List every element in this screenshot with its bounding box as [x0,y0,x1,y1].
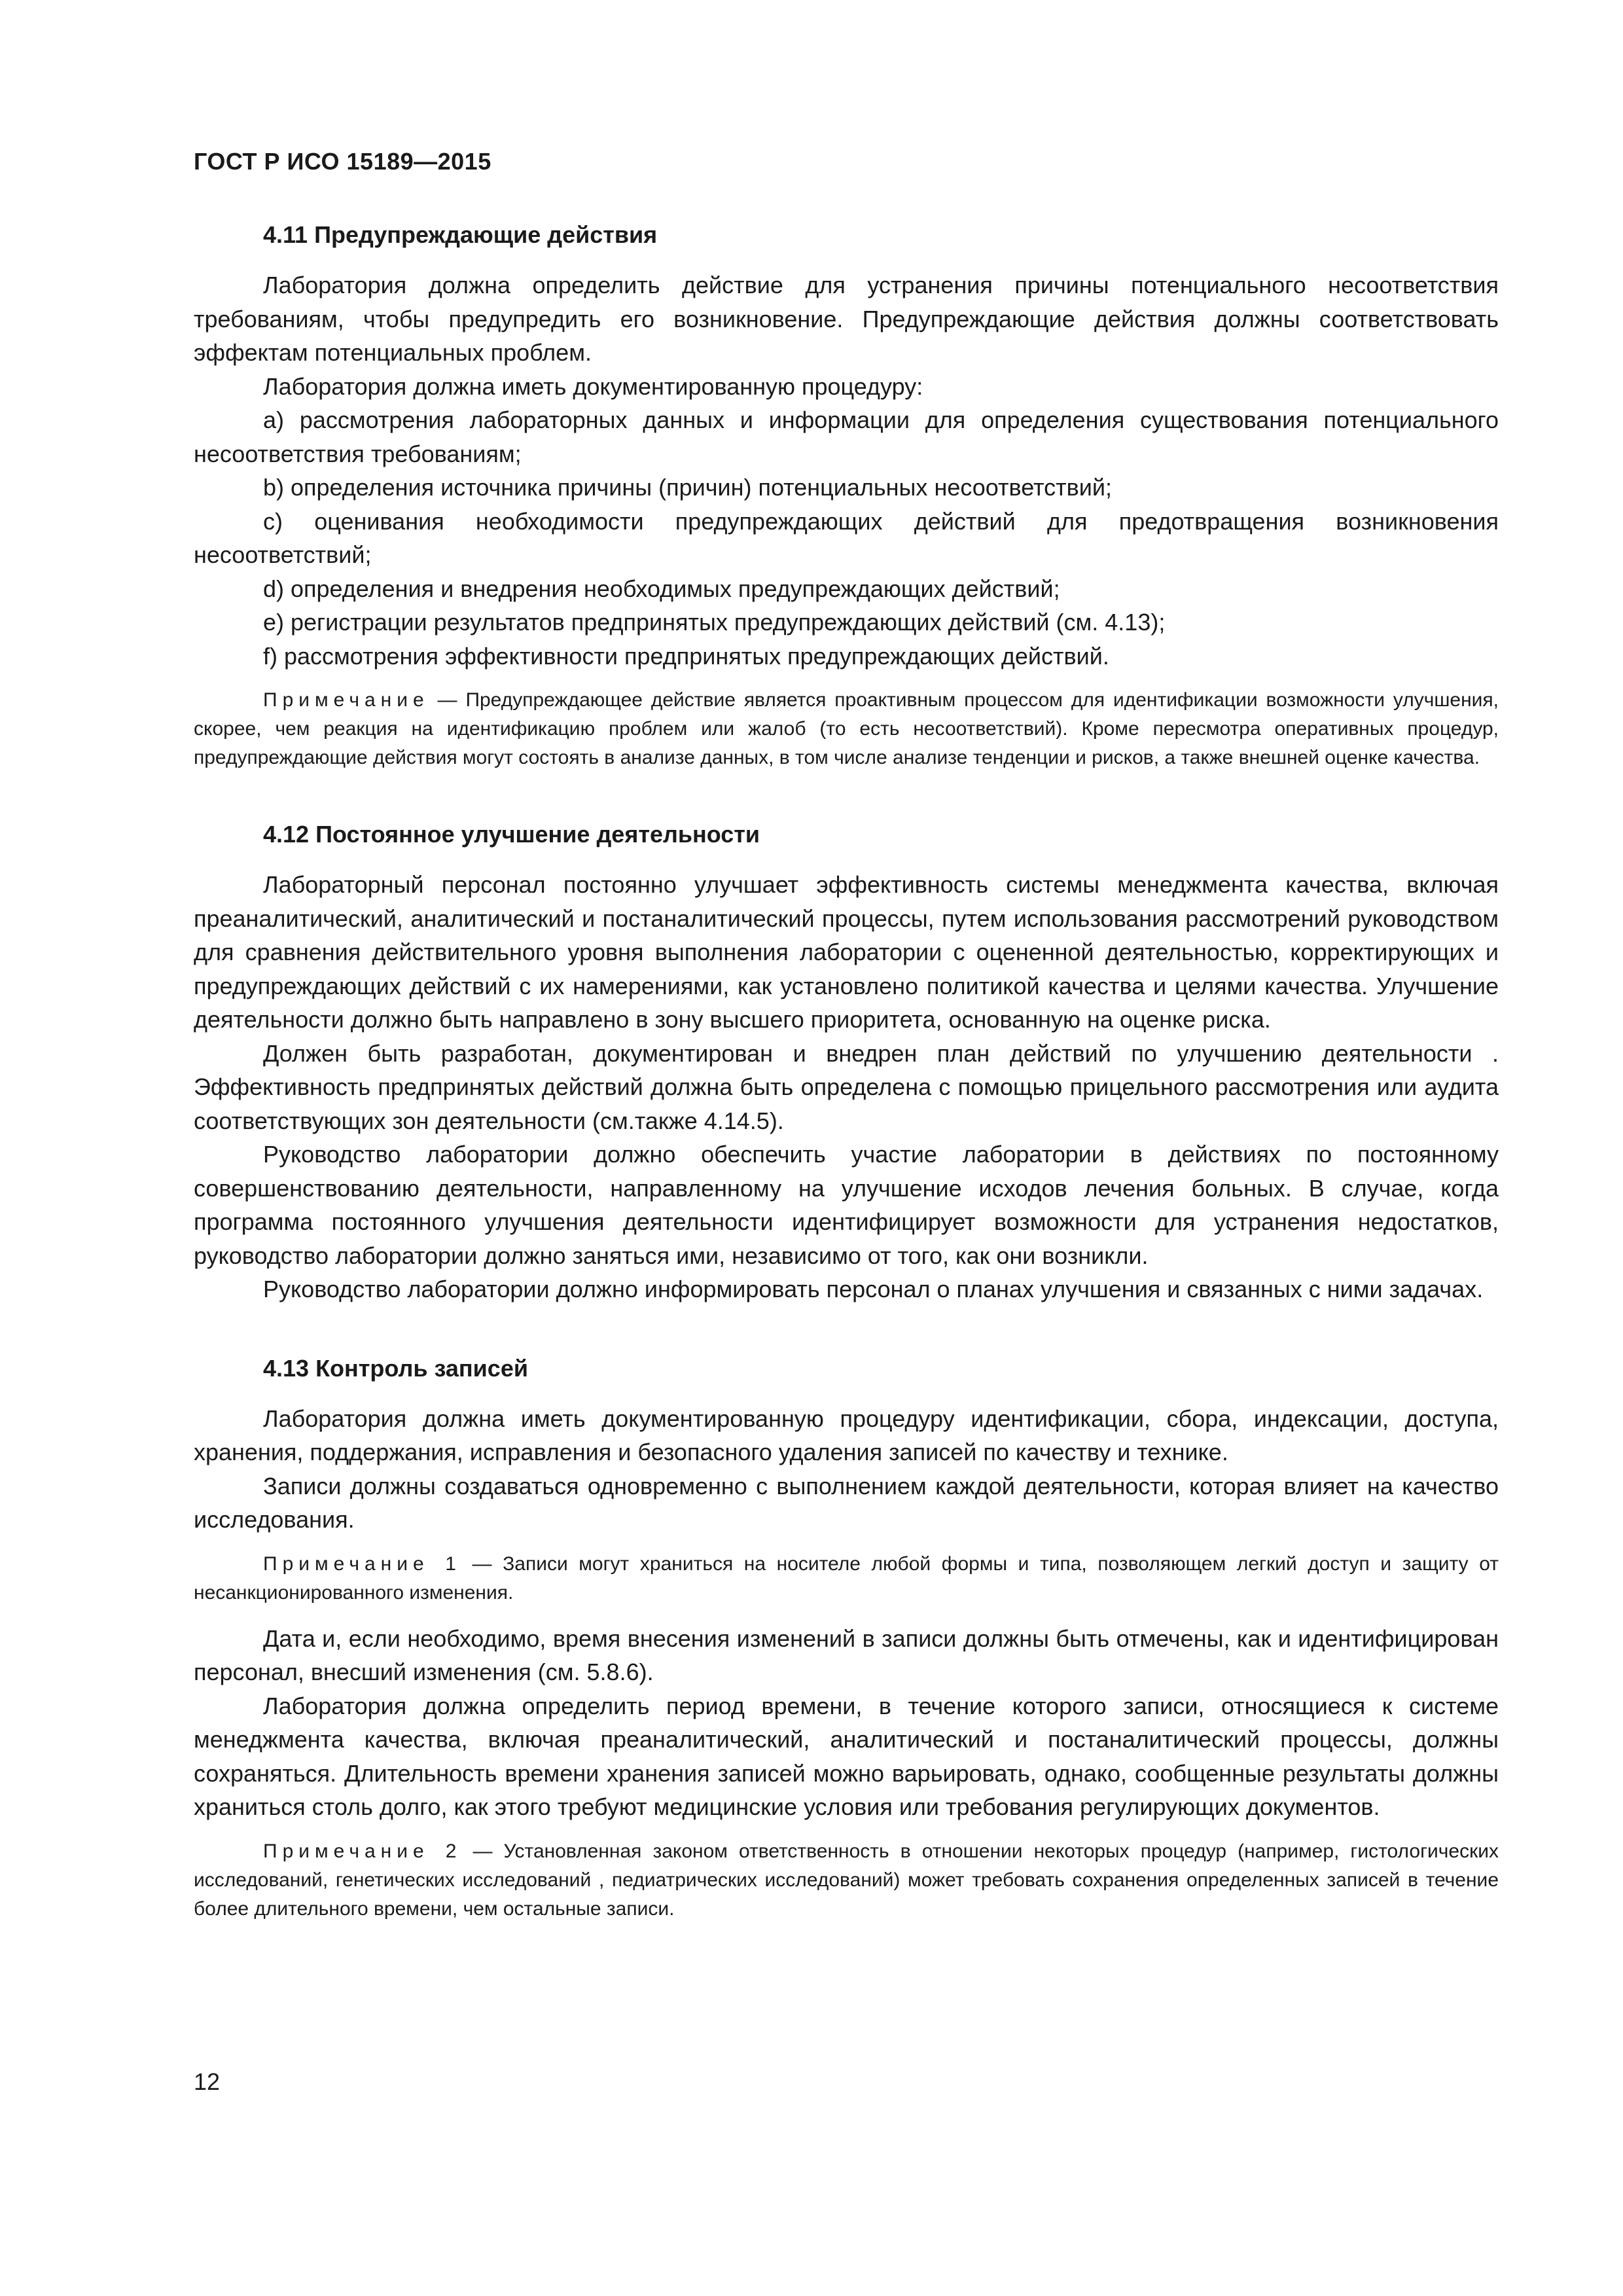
paragraph: Лаборатория должна определить период времени, в течение которого записи, относящиеся к системе менеджмента качества, включая преаналитический, аналитический и постаналитический процессы, должны сохраняться. Длительность времени хранения записей можно варьировать, однако, сообщенные результаты должны храниться столь долго, как этого требуют медицинские условия или требования регулирующих документов. [194,1692,1499,1820]
paragraph: Лаборатория должна определить действие для устранения причины потенциального несоответствия требованиям, чтобы предупредить его возникновение. Предупреждающие действия должны соответствовать эффектам потенциальных проблем. [194,272,1499,366]
note-text: — Записи могут храниться на носителе любой формы и типа, позволяющем легкий доступ и защиту от несанкционированного изменения. [194,1552,1499,1604]
note-label: Примечание 1 [263,1552,461,1575]
note-text: — Установленная законом ответственность в отношении некоторых процедур (например, гистологических исследований, генетических исследований , педиатрических исследований) может требовать сохранения определенных записей в течение более длительного времени, чем остальные записи. [194,1840,1499,1920]
section-spacer [194,1306,1499,1354]
note-2 [194,1837,1499,1924]
paragraph: Должен быть разработан, документирован и внедрен план действий по улучшению деятельности . Эффективность предпринятых действий должна быть определена с помощью прицельного рассмотрения или аудита соответствующих зон деятельности (см.также 4.14.5). [194,1039,1499,1134]
paragraph: Дата и, если необходимо, время внесения изменений в записи должны быть отмечены, как и идентифицирован персонал, внесший изменения (см. 5.8.6). [194,1624,1499,1685]
note-label: Примечание [263,689,429,711]
section-heading: 4.13 Контроль записей [263,1354,528,1382]
document-body [194,220,1499,1924]
section-heading: 4.12 Постоянное улучшение деятельности [263,821,760,848]
paragraph: Руководство лаборатории должно информировать персонал о планах улучшения и связанных с ними задачах. [263,1276,1484,1302]
list-item: a) рассмотрения лабораторных данных и информации для определения существования потенциального несоответствия требованиям; [194,406,1499,467]
list-item: d) определения и внедрения необходимых предупреждающих действий; [263,575,1060,602]
list-item: f) рассмотрения эффективности предпринятых предупреждающих действий. [263,642,1109,670]
section-heading: 4.11 Предупреждающие действия [263,221,658,248]
list-item: c) оценивания необходимости предупреждающих действий для предотвращения возникновения несоответствий; [194,507,1499,568]
list-item: e) регистрации результатов предпринятых предупреждающих действий (см. 4.13); [263,609,1166,636]
note-label: Примечание 2 [263,1840,462,1862]
section-4-11 [194,220,1499,772]
note-text: — Предупреждающее действие является проактивным процессом для идентификации возможности улучшения, скорее, чем реакция на идентификацию проблем или жалоб (то есть несоответствий). Кроме пересмотра оперативных процедур, предупреждающие действия могут состоять в анализе данных, в том числе анализе тенденции и рисков, а также внешней оценке качества. [194,689,1499,768]
paragraph: Лабораторный персонал постоянно улучшает эффективность системы менеджмента качества, включая преаналитический, аналитический и постаналитический процессы, путем использования рассмотрений руководством для сравнения действительного уровня выполнения лаборатории с оцененной деятельностью, корректирующих и предупреждающих действий с их намерениями, как установлено политикой качества и целями качества. Улучшение деятельности должно быть направлено в зону высшего приоритета, основанную на оценке риска. [194,871,1499,1033]
section-4-12 [194,819,1499,1306]
note-spacer [194,1607,1499,1622]
paragraph: Записи должны создаваться одновременно с выполнением каждой деятельности, которая влияет на качество исследования. [194,1472,1499,1533]
page-number: 12 [194,2068,221,2095]
list-item: b) определения источника причины (причин) потенциальных несоответствий; [263,474,1112,501]
section-4-13 [194,1354,1499,1924]
note-1 [194,1550,1499,1607]
paragraph: Лаборатория должна иметь документированную процедуру идентификации, сбора, индексации, доступа, хранения, поддержания, исправления и безопасного удаления записей по качеству и технике. [194,1405,1499,1465]
paragraph: Руководство лаборатории должно обеспечить участие лаборатории в действиях по постоянному совершенствованию деятельности, направленному на улучшение исходов лечения больных. В случае, когда программа постоянного улучшения деятельности идентифицирует возможности для устранения недостатков, руководство лаборатории должно заняться ими, независимо от того, как они возникли. [194,1141,1499,1269]
standard-header: ГОСТ Р ИСО 15189—2015 [194,148,491,175]
section-spacer [194,772,1499,819]
note [194,686,1499,772]
paragraph: Лаборатория должна иметь документированную процедуру: [263,372,923,400]
